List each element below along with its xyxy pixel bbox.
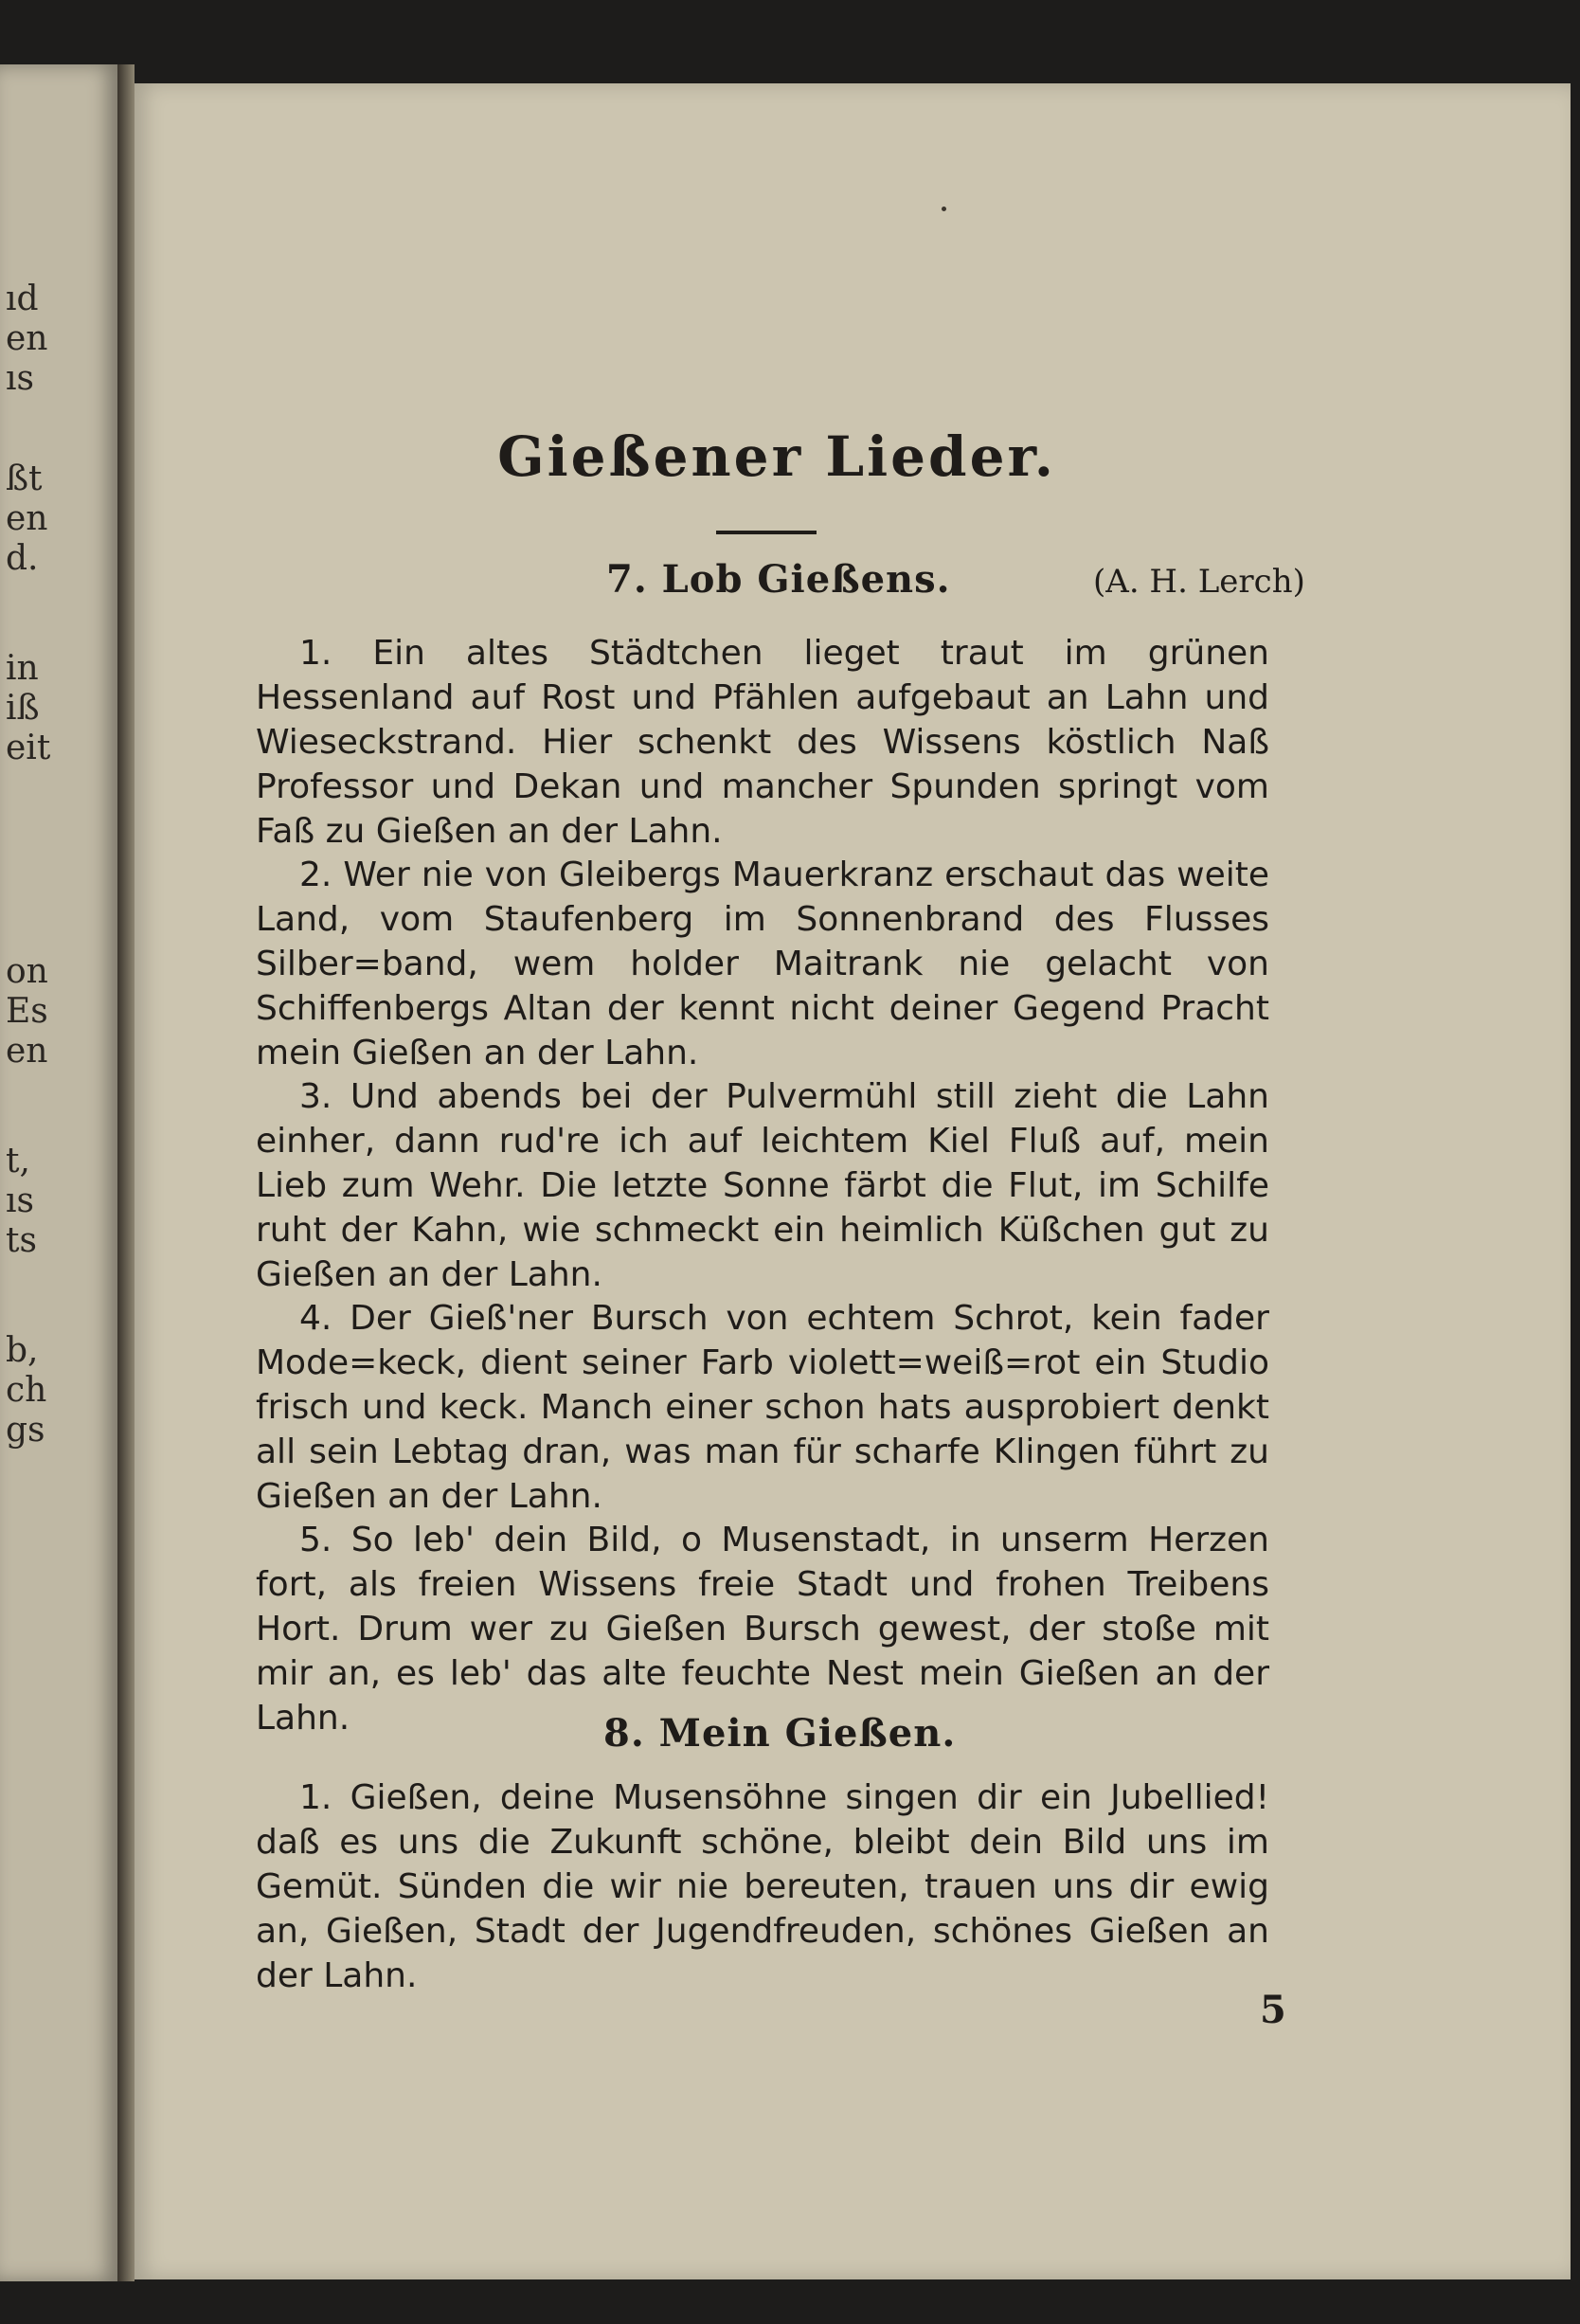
left-fragment: on (6, 952, 48, 991)
left-fragment: in (6, 649, 39, 688)
left-fragment: ch (6, 1371, 47, 1410)
left-fragment: ıs (6, 359, 34, 398)
left-page-edge (0, 64, 117, 2281)
left-fragment: ıd (6, 279, 39, 318)
section-8-heading: 8. Mein Gießen. (603, 1711, 957, 1756)
stanza-7-3: 3. Und abends bei der Pulvermühl still zieht die Lahn einher, dann rud're ich auf leichtem Kiel Fluß auf, mein Lieb zum Wehr. Die letzte Sonne färbt die Flut, im Schilfe ruht der Kahn, wie schmeckt ein heimlich Küßchen gut zu Gießen an der Lahn. (256, 1077, 1269, 1294)
stanza-7-1: 1. Ein altes Städtchen lieget traut im grünen Hessenland auf Rost und Pfählen aufgebaut an Lahn und Wieseckstrand. Hier schenkt des Wissens köstlich Naß Professor und Dekan und mancher Spunden springt vom Faß zu Gießen an der Lahn. (256, 634, 1269, 851)
left-fragment: gs (6, 1411, 45, 1450)
left-fragment: ts (6, 1221, 37, 1260)
left-fragment: ıs (6, 1181, 34, 1220)
page-title: Gießener Lieder. (497, 424, 1056, 489)
stanza-7-2: 2. Wer nie von Gleibergs Mauerkranz erschaut das weite Land, vom Staufenberg im Sonnenbrand des Flusses Silber=band, wem holder Maitrank nie gelacht von Schiffenbergs Altan der kennt nicht deiner Gegend Pracht mein Gießen an der Lahn. (256, 856, 1269, 1072)
left-fragment: ßt (6, 459, 43, 498)
left-fragment: iß (6, 689, 40, 728)
book-gutter (117, 64, 135, 2281)
stanza-7-5: 5. So leb' dein Bild, o Musenstadt, in unserm Herzen fort, als freien Wissens freie Stadt und frohen Treibens Hort. Drum wer zu Gießen Bursch gewest, der stoße mit mir an, es leb' das alte feuchte Nest mein Gießen an der Lahn. (256, 1521, 1269, 1738)
left-fragment: eit (6, 729, 51, 767)
left-fragment: t, (6, 1142, 30, 1180)
book-page (135, 83, 1571, 2279)
left-fragment: Es (6, 992, 48, 1031)
left-fragment: en (6, 499, 48, 538)
paper-speck (942, 207, 946, 211)
page-number: 5 (1260, 1988, 1286, 2032)
left-fragment: d. (6, 539, 39, 578)
left-fragment: en (6, 1032, 48, 1071)
section-7-heading: 7. Lob Gießens. (606, 557, 951, 602)
title-rule (716, 531, 817, 534)
stanza-8-1: 1. Gießen, deine Musensöhne singen dir ein Jubellied! daß es uns die Zukunft schöne, bleibt dein Bild uns im Gemüt. Sünden die wir nie bereuten, trauen uns dir ewig an, Gießen, Stadt der Jugendfreuden, schönes Gießen an der Lahn. (256, 1778, 1269, 1995)
stanza-7-4: 4. Der Gieß'ner Bursch von echtem Schrot, kein fader Mode=keck, dient seiner Farb violett=weiß=rot ein Studio frisch und keck. Manch einer schon hats ausprobiert denkt all sein Lebtag dran, was man für scharfe Klingen führt zu Gießen an der Lahn. (256, 1299, 1269, 1516)
section-7-attribution: (A. H. Lerch) (1093, 563, 1305, 601)
left-fragment: b, (6, 1331, 39, 1370)
left-fragment: en (6, 319, 48, 358)
